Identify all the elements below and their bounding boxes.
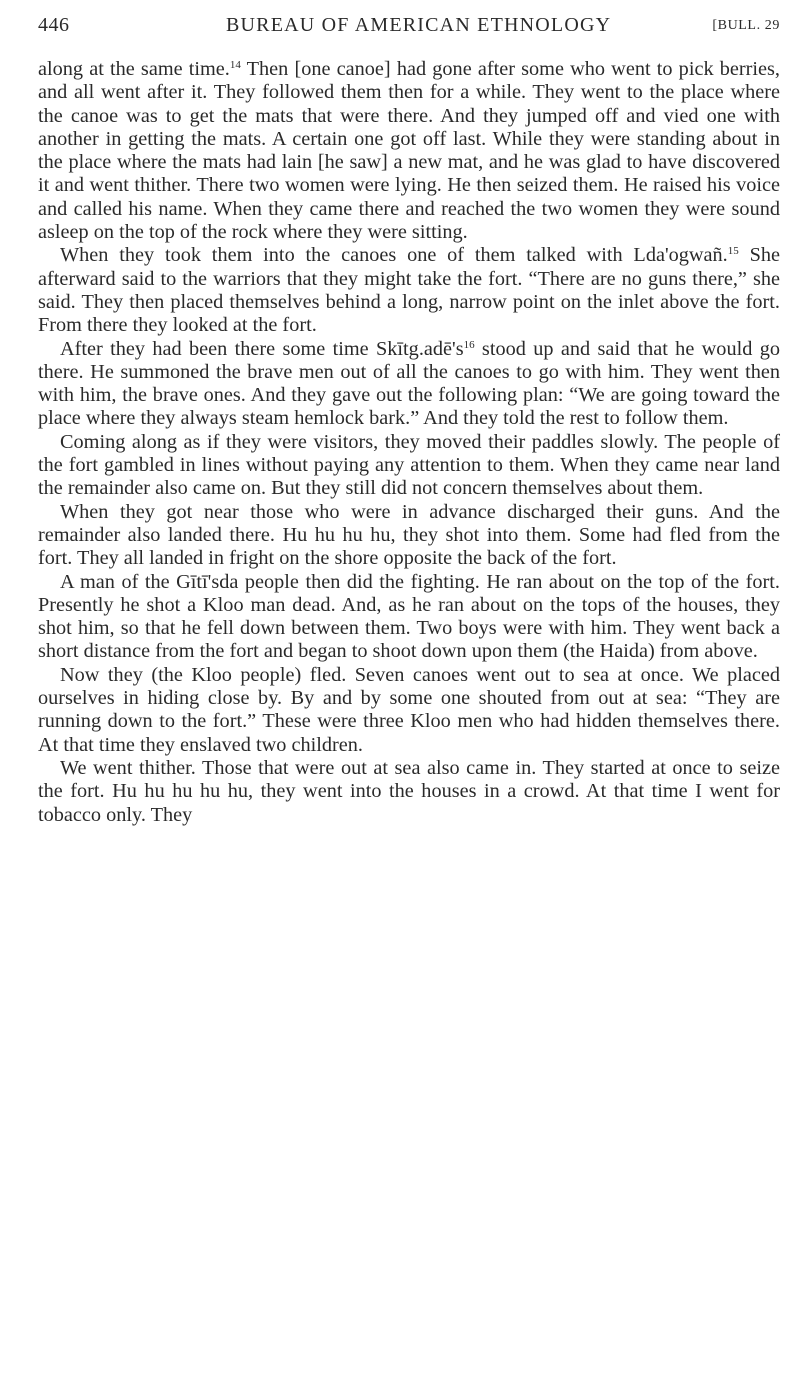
text-run: Then [one canoe] had gone after some who went to pick berries, and all went after it. They followed them then for a while. They went to the place where the canoe was to get the mats that were there. And they jumped off and vied one with another in getting the mats. A certain one got off last. While they were standing about in the place where the mats had lain [he saw] a new mat, and he was glad to have discovered it and went thither. There two women were lying. He then seized them. He raised his voice and called his name. When they came there and reached the two women they were sound asleep on the top of the rock where they were sitting.	[38, 58, 780, 244]
text-run: A man of the Gītī'sda people then did the fighting. He ran about on the top of the fort. Presently he shot a Kloo man dead. And, as he ran about on the tops of the houses, they shot him, so that he fell down between them. Two boys were with him. They went back a short distance from the fort and began to shoot down upon them (the Haida) from above.	[38, 570, 780, 663]
paragraph-5	[38, 501, 780, 571]
footnote-ref[interactable]: 15	[727, 245, 739, 258]
page-number: 446	[38, 14, 70, 36]
footnote-ref[interactable]: 14	[229, 59, 241, 71]
page-header	[38, 14, 780, 44]
text-run: We went thither. Those that were out at sea also came in. They started at once to seize the fort. Hu hu hu hu hu, they went into the houses in a crowd. At that time I went for tobacco only. They	[38, 756, 780, 826]
paragraph-4	[38, 431, 780, 501]
text-run: Coming along as if they were visitors, they moved their paddles slowly. The people of the fort gambled in lines without paying any attention to them. When they came near land the remainder also came on. But they still did not concern themselves about them.	[38, 430, 780, 500]
paragraph-6	[38, 571, 780, 664]
text-run: After they had been there some time Skītg.adē's	[60, 337, 464, 360]
text-run: along at the same time.	[38, 58, 230, 80]
bulletin-reference: [BULL. 29	[712, 18, 780, 33]
running-title: BUREAU OF AMERICAN ETHNOLOGY	[226, 14, 612, 36]
text-run: When they got near those who were in advance discharged their guns. And the remainder also landed there. Hu hu hu hu, they shot into them. Some had fled from the fort. They all landed in fright on the shore opposite the back of the fort.	[38, 500, 780, 570]
text-run: She afterward said to the warriors that they might take the fort. “There are no guns there,” she said. They then placed themselves behind a long, narrow point on the inlet above the fort. From there they looked at the fort.	[38, 244, 780, 337]
body-text	[38, 58, 780, 827]
text-run: Now they (the Kloo people) fled. Seven canoes went out to sea at once. We placed ourselves in hiding close by. By and by some one shouted from out at sea: “They are running down to the fort.” These were three Kloo men who had hidden themselves there. At that time they enslaved two children.	[38, 663, 780, 756]
paragraph-1	[38, 58, 780, 244]
paragraph-2	[38, 244, 780, 337]
footnote-ref[interactable]: 16	[463, 338, 475, 351]
text-run: stood up and said that he would go there. He summoned the brave men out of all the canoes to go with him. They went then with him, the brave ones. And they gave out the following plan: “We are going toward the place where they always steam hemlock bark.” And they told the rest to follow them.	[38, 337, 780, 430]
text-run: When they took them into the canoes one of them talked with Lda'ogwañ.	[60, 244, 728, 267]
paragraph-7	[38, 664, 780, 757]
paragraph-3	[38, 338, 780, 431]
paragraph-8	[38, 757, 780, 827]
